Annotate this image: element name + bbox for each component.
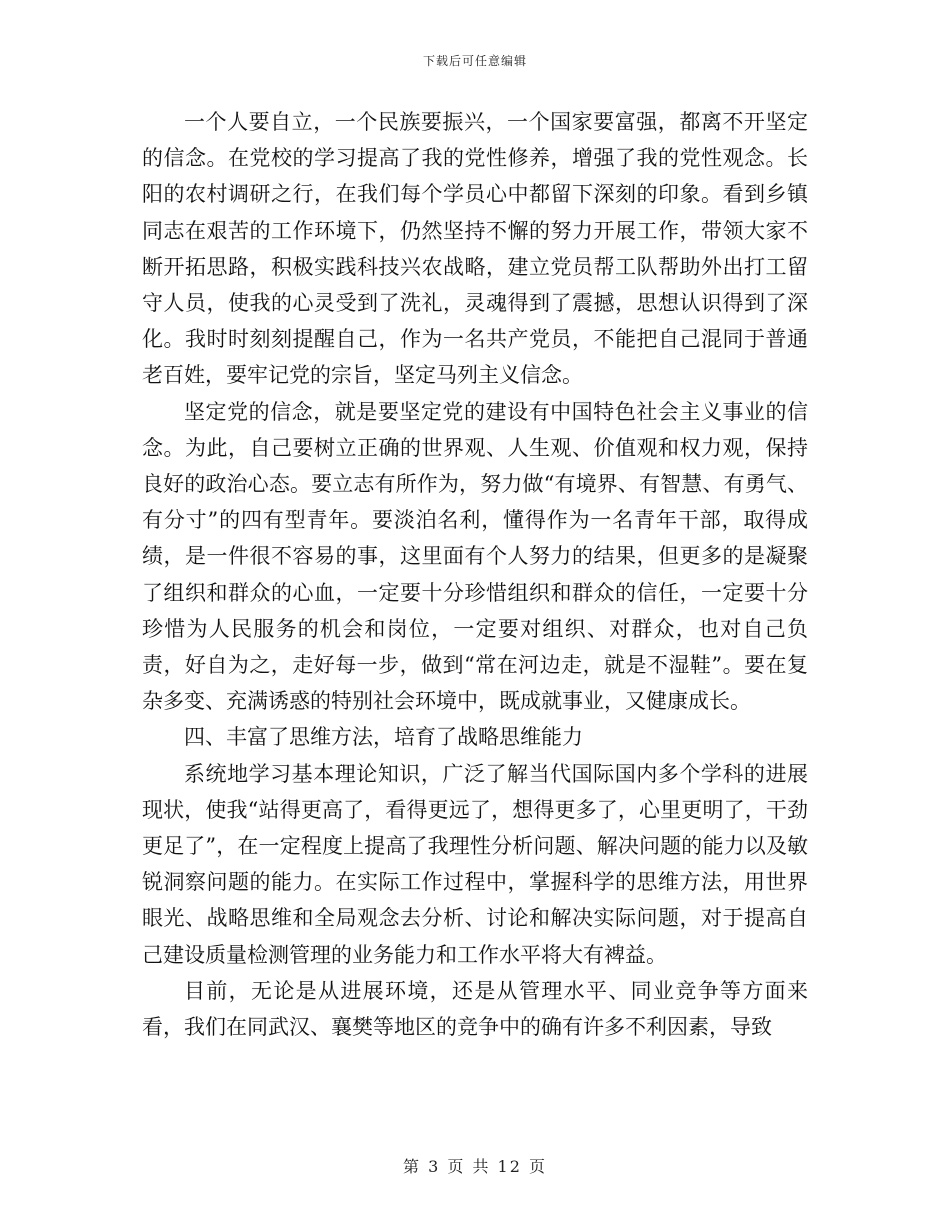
section-heading: 四、丰富了思维方法，培育了战略思维能力 xyxy=(184,725,583,750)
page-header: 下载后可任意编辑 xyxy=(422,54,527,68)
document-body xyxy=(142,104,808,1045)
paragraph: 一个人要自立，一个民族要振兴，一个国家要富强，都离不开坚定的信念。在党校的学习提高了我的党性修养，增强了我的党性观念。长阳的农村调研之行，在我们每个学员心中都留下深刻的印象。看到乡镇同志在艰苦的工作环境下，仍然坚持不懈的努力开展工作，带领大家不断开拓思路，积极实践科技兴农战略，建立党员帮工队帮助外出打工留守人员，使我的心灵受到了洗礼，灵魂得到了震撼，思想认识得到了深化。我时时刻刻提醒自己，作为一名共产党员，不能把自己混同于普通老百姓，要牢记党的宗旨，坚定马列主义信念。 xyxy=(142,110,808,388)
page-number: 第 3 页 共 12 页 xyxy=(403,1157,547,1176)
paragraph: 坚定党的信念，就是要坚定党的建设有中国特色社会主义事业的信念。为此，自己要树立正确的世界观、人生观、价值观和权力观，保持良好的政治心态。要立志有所作为，努力做“有境界、有智慧、有勇气、有分寸”的四有型青年。要淡泊名利，懂得作为一名青年干部，取得成绩，是一件很不容易的事，这里面有个人努力的结果，但更多的是凝聚了组织和群众的心血，一定要十分珍惜组织和群众的信任，一定要十分珍惜为人民服务的机会和岗位，一定要对组织、对群众，也对自己负责，好自为之，走好每一步，做到“常在河边走，就是不湿鞋”。要在复杂多变、充满诱惑的特别社会环境中，既成就事业，又健康成长。 xyxy=(142,399,808,714)
paragraph: 目前，无论是从进展环境，还是从管理水平、同业竞争等方面来看，我们在同武汉、襄樊等地区的竞争中的确有许多不利因素，导致 xyxy=(142,978,808,1040)
paragraph: 系统地学习基本理论知识，广泛了解当代国际国内多个学科的进展现状，使我“站得更高了，看得更远了，想得更多了，心里更明了，干劲更足了”，在一定程度上提高了我理性分析问题、解决问题的能力以及敏锐洞察问题的能力。在实际工作过程中，掌握科学的思维方法，用世界眼光、战略思维和全局观念去分析、讨论和解决实际问题，对于提高自己建设质量检测管理的业务能力和工作水平将大有裨益。 xyxy=(142,761,808,967)
